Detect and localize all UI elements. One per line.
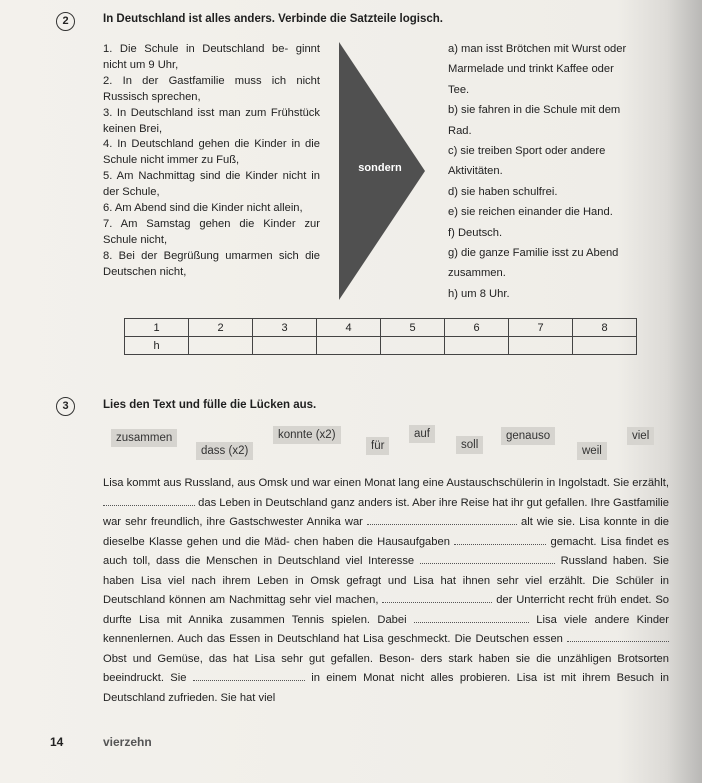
right-item: c) sie treiben Sport oder andere <box>448 145 606 158</box>
task-number-2: 2 <box>56 12 75 31</box>
left-item-1: 1. Die Schule in Deutschland be- ginnt nicht um 9 Uhr, <box>103 43 320 71</box>
right-item: Rad. <box>448 124 472 137</box>
answer-cell-1[interactable]: h <box>125 337 189 355</box>
word-card: auf <box>409 425 435 443</box>
answer-table-answer-row <box>125 337 637 355</box>
word-card: konnte (x2) <box>273 426 341 444</box>
page-number: 14 <box>50 735 64 749</box>
right-item: zusammen. <box>448 267 506 280</box>
answer-table <box>124 318 637 355</box>
header-cell-3: 3 <box>253 319 317 337</box>
right-item: g) die ganze Familie isst zu Abend <box>448 247 619 260</box>
blank-7[interactable] <box>567 632 669 642</box>
right-item: Aktivitäten. <box>448 165 503 178</box>
right-item: a) man isst Brötchen mit Wurst oder <box>448 43 627 55</box>
right-item: d) sie haben schulfrei. <box>448 185 558 198</box>
text-segment: Lisa viele andere Kinder kennenlernen. Auch das Essen in Deutschland hat Lisa geschmeckt. Die Deutschen essen <box>103 613 670 645</box>
task-number-3: 3 <box>56 397 75 416</box>
answer-cell-3[interactable] <box>253 337 317 355</box>
answer-cell-7[interactable] <box>509 337 573 355</box>
left-item-6: 6. Am Abend sind die Kinder nicht allein, <box>103 202 303 215</box>
right-item: f) Deutsch. <box>448 226 503 239</box>
word-card: genauso <box>501 427 555 445</box>
word-card: viel <box>627 427 654 445</box>
answer-cell-2[interactable] <box>189 337 253 355</box>
right-item: e) sie reichen einander die Hand. <box>448 206 613 219</box>
blank-1[interactable] <box>103 496 195 506</box>
left-item-5: 5. Am Nachmittag sind die Kinder nicht in der Schule, <box>103 170 320 199</box>
word-card: zusammen <box>111 429 177 447</box>
blank-5[interactable] <box>382 593 492 603</box>
text-segment: alt wie sie. Lisa konnte in die dieselbe Klasse gehen und die Mäd- chen haben die Hausaufgaben <box>103 516 669 548</box>
header-cell-8: 8 <box>573 319 637 337</box>
task-2-title: In Deutschland ist alles anders. Verbinde die Satzteile logisch. <box>103 13 443 25</box>
sentence-beginnings <box>103 42 320 281</box>
text-segment: Russland haben. Sie haben Lisa viel nach ihrem Leben in Omsk gefragt und Lisa hat ihnen sehr viel erzählt. Die Schüler in Deutschland können am Nachmittag sehr viel machen, <box>103 555 669 606</box>
text-segment: der Unterricht recht früh endet. So durfte Lisa mit Annika zusammen Tennis spielen. Dabei <box>103 594 669 626</box>
sentence-endings <box>448 39 674 304</box>
header-cell-7: 7 <box>509 319 573 337</box>
page-number-word: vierzehn <box>103 735 152 749</box>
right-item: h) um 8 Uhr. <box>448 287 510 300</box>
text-segment: gemacht. Lisa findet es auch toll, dass die Menschen in Deutschland viel Interesse <box>103 535 670 567</box>
text-segment: Obst und Gemüse, das hat Lisa sehr gut gefallen. Beson- ders stark haben sie die unzähligen Brotsorten beeindruckt. Sie <box>103 652 669 684</box>
header-cell-1: 1 <box>125 319 189 337</box>
header-cell-6: 6 <box>445 319 509 337</box>
right-item: Marmelade und trinkt Kaffee oder <box>448 63 614 76</box>
connector-label: sondern <box>358 162 402 174</box>
right-item: Tee. <box>448 83 470 96</box>
blank-6[interactable] <box>414 613 529 623</box>
blank-2[interactable] <box>367 515 517 525</box>
answer-cell-4[interactable] <box>317 337 381 355</box>
word-card: soll <box>456 436 483 454</box>
answer-cell-5[interactable] <box>381 337 445 355</box>
word-card: weil <box>577 442 607 460</box>
word-card: dass (x2) <box>196 442 253 460</box>
left-item-2: 2. In der Gastfamilie muss ich nicht Russisch sprechen, <box>103 74 320 103</box>
left-item-7: 7. Am Samstag gehen die Kinder zur Schule nicht, <box>103 217 320 246</box>
text-segment: in einem Monat nicht alles probieren. Lisa ist mit ihrem Besuch in Deutschland zufrieden. Sie hat viel <box>103 672 670 704</box>
blank-8[interactable] <box>193 671 305 681</box>
left-item-4: 4. In Deutschland gehen die Kinder in die Schule nicht immer zu Fuß, <box>103 138 320 167</box>
left-item-8: 8. Bei der Begrüßung umarmen sich die Deutschen nicht, <box>103 249 320 278</box>
answer-cell-6[interactable] <box>445 337 509 355</box>
blank-3[interactable] <box>454 535 546 545</box>
word-card: für <box>366 437 389 455</box>
answer-cell-8[interactable] <box>573 337 637 355</box>
task-3-title: Lies den Text und fülle die Lücken aus. <box>103 399 317 411</box>
answer-table-header-row <box>125 319 637 337</box>
text-segment: Lisa kommt aus Russland, aus Omsk und war einen Monat lang eine Austauschschülerin in Ingolstadt. Sie erzählt, <box>103 477 669 489</box>
cloze-text <box>103 474 669 708</box>
header-cell-2: 2 <box>189 319 253 337</box>
header-cell-5: 5 <box>381 319 445 337</box>
blank-4[interactable] <box>420 554 555 564</box>
left-item-3: 3. In Deutschland isst man zum Frühstück keinen Brei, <box>103 106 320 135</box>
text-segment: das Leben in Deutschland ganz anders ist. Aber ihre Reise hat ihr gut gefallen. Ihre Gastfamilie war sehr freundlich, ihre Gastschwester Annika war <box>103 496 669 528</box>
right-item: b) sie fahren in die Schule mit dem <box>448 104 621 117</box>
header-cell-4: 4 <box>317 319 381 337</box>
